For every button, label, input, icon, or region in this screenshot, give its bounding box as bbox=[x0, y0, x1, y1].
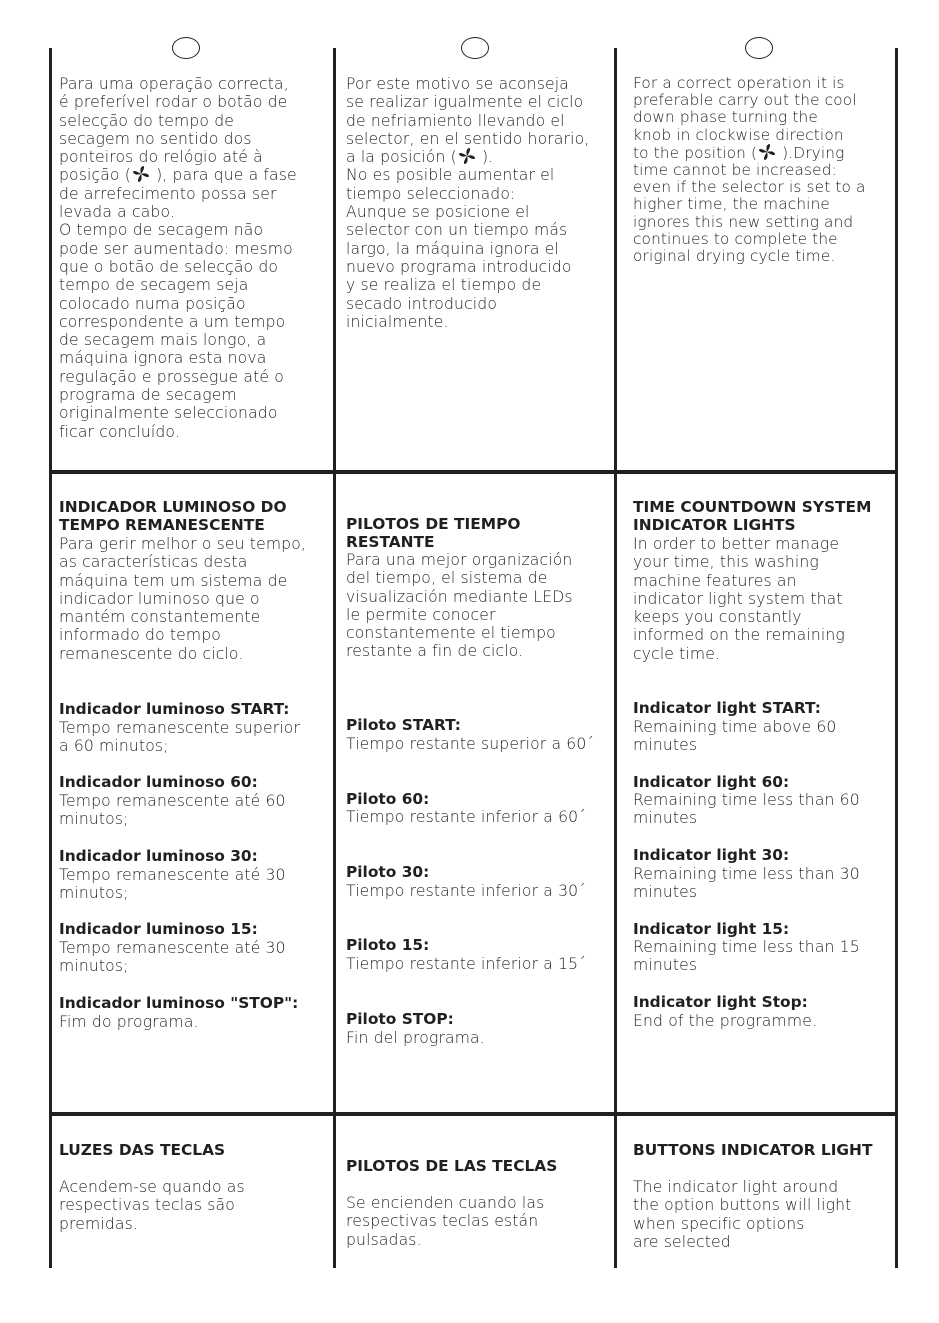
es-item-text: Tiempo restante superior a 60´ bbox=[346, 735, 595, 753]
middle-es-intro: Para una mejor organización del tiempo, el sistema de visualización mediante LEDs le permite conocer constantemente el tiempo restante a fin de ciclo. bbox=[346, 551, 573, 661]
middle-en-intro: In order to better manage your time, this washing machine features an indicator light system that keeps you constantly informed on the remaining cycle time. bbox=[633, 535, 845, 663]
en-item-text: End of the programme. bbox=[633, 1012, 818, 1030]
row-divider-2 bbox=[50, 1112, 898, 1116]
language-marker-en-circle-icon bbox=[745, 37, 773, 59]
es-item-text: Tiempo restante inferior a 60´ bbox=[346, 808, 586, 826]
pt-item-label: Indicador luminoso 15: bbox=[59, 920, 258, 938]
es-item-label: Piloto START: bbox=[346, 716, 461, 734]
bottom-es-heading: PILOTOS DE LAS TECLAS bbox=[346, 1157, 558, 1175]
fan-icon bbox=[457, 148, 477, 164]
bottom-pt-text: Acendem-se quando as respectivas teclas são premidas. bbox=[59, 1178, 245, 1233]
es-item-text: Tiempo restante inferior a 30´ bbox=[346, 882, 586, 900]
column-divider-2 bbox=[614, 48, 617, 1268]
column-divider-right bbox=[895, 48, 898, 1268]
pt-item-text: Fim do programa. bbox=[59, 1013, 199, 1031]
pt-item-label: Indicador luminoso 60: bbox=[59, 773, 258, 791]
es-item-label: Piloto STOP: bbox=[346, 1010, 454, 1028]
column-divider-left bbox=[49, 48, 52, 1268]
en-item-label: Indicator light 60: bbox=[633, 773, 790, 791]
es-item-text: Tiempo restante inferior a 15´ bbox=[346, 955, 586, 973]
fan-icon bbox=[131, 166, 151, 182]
language-marker-es-circle-icon bbox=[461, 37, 489, 59]
bottom-en-heading: BUTTONS INDICATOR LIGHT bbox=[633, 1141, 873, 1159]
row-divider-1 bbox=[50, 470, 898, 474]
bottom-es-text: Se encienden cuando las respectivas teclas están pulsadas. bbox=[346, 1194, 545, 1249]
middle-es-heading: PILOTOS DE TIEMPO RESTANTE bbox=[346, 515, 521, 552]
en-item-text: Remaining time less than 60 minutes bbox=[633, 791, 860, 828]
en-item-text: Remaining time above 60 minutes bbox=[633, 718, 837, 755]
pt-item-label: Indicador luminoso "STOP": bbox=[59, 994, 299, 1012]
bottom-en-text: The indicator light around the option buttons will light when specific options are selected bbox=[633, 1178, 852, 1251]
middle-en-heading: TIME COUNTDOWN SYSTEM INDICATOR LIGHTS bbox=[633, 498, 872, 535]
top-es-text: Por este motivo se aconseja se realizar igualmente el ciclo de nefriamiento llevando el selector, en el sentido horario, a la posición ( ). No es posible aumentar el tiempo seleccionado: Aunque se posicione el selector con un tiempo más largo, la máquina ignora el nuevo programa introducido y se realiza el tiempo de secado introducido inicialmente. bbox=[346, 75, 590, 331]
pt-item-text: Tempo remanescente superior a 60 minutos; bbox=[59, 719, 301, 756]
fan-icon bbox=[757, 144, 777, 160]
en-item-label: Indicator light Stop: bbox=[633, 993, 808, 1011]
top-en-text: For a correct operation it is preferable carry out the cool down phase turning the knob in clockwise direction to the position ( ).Drying time cannot be increased: even if the selector is set to a higher time, the machine ignores this new setting and continues to complete the original drying cycle time. bbox=[633, 74, 866, 266]
pt-item-text: Tempo remanescente até 30 minutos; bbox=[59, 939, 286, 976]
top-pt-text: Para uma operação correcta, é preferível rodar o botão de selecção do tempo de secagem no sentido dos ponteiros do relógio até à posição ( ), para que a fase de arrefecimento possa ser levada a cabo. O tempo de secagem não pode ser aumentado: mesmo que o botão de selecção do tempo de secagem seja colocado numa posição correspondente a um tempo de secagem mais longo, a máquina ignora esta nova regulação e prossegue até o programa de secagem originalmente seleccionado ficar concluído. bbox=[59, 75, 297, 441]
pt-item-label: Indicador luminoso 30: bbox=[59, 847, 258, 865]
en-item-label: Indicator light START: bbox=[633, 699, 821, 717]
language-marker-pt-circle-icon bbox=[172, 37, 200, 59]
en-item-label: Indicator light 15: bbox=[633, 920, 790, 938]
en-item-text: Remaining time less than 15 minutes bbox=[633, 938, 860, 975]
bottom-pt-heading: LUZES DAS TECLAS bbox=[59, 1141, 226, 1159]
en-item-label: Indicator light 30: bbox=[633, 846, 790, 864]
pt-item-label: Indicador luminoso START: bbox=[59, 700, 290, 718]
en-item-text: Remaining time less than 30 minutes bbox=[633, 865, 860, 902]
es-item-text: Fin del programa. bbox=[346, 1029, 485, 1047]
es-item-label: Piloto 60: bbox=[346, 790, 430, 808]
pt-item-text: Tempo remanescente até 30 minutos; bbox=[59, 866, 286, 903]
middle-pt-intro: Para gerir melhor o seu tempo, as características desta máquina tem um sistema de indicador luminoso que o mantém constantemente informado do tempo remanescente do ciclo. bbox=[59, 535, 307, 663]
es-item-label: Piloto 15: bbox=[346, 936, 430, 954]
es-item-label: Piloto 30: bbox=[346, 863, 430, 881]
column-divider-1 bbox=[333, 48, 336, 1268]
middle-pt-heading: INDICADOR LUMINOSO DO TEMPO REMANESCENTE bbox=[59, 498, 287, 535]
pt-item-text: Tempo remanescente até 60 minutos; bbox=[59, 792, 286, 829]
